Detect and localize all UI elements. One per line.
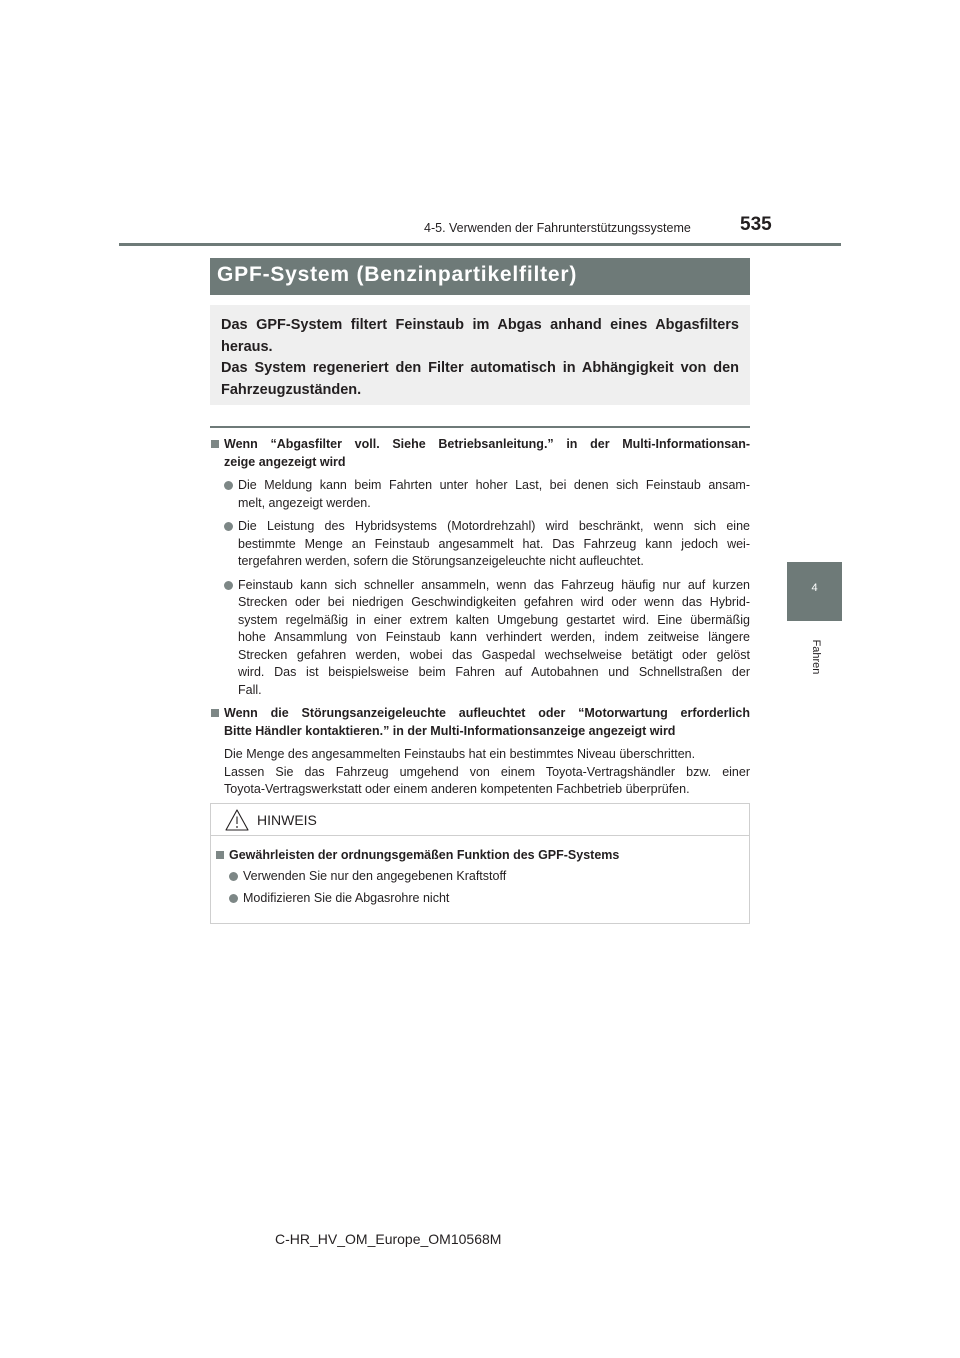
bullet-line: melt, angezeigt werden. bbox=[238, 495, 371, 510]
section-title: GPF-System (Benzinpartikelfilter) bbox=[217, 263, 578, 286]
chapter-side-label: Fahren bbox=[810, 639, 822, 675]
bullet-line: Feinstaub kann sich schneller ansammeln, wenn das Fahrzeug häufig nur auf kurzen bbox=[238, 577, 750, 592]
bullet-line: Strecken oder bei niedrigen Geschwindigkeiten gefahren wird oder wenn das Hybrid- bbox=[238, 595, 750, 609]
paragraph-line: Die Menge des angesammelten Feinstaubs hat ein bestimmtes Niveau überschritten. bbox=[224, 747, 696, 761]
chapter-number: 4 bbox=[811, 582, 818, 594]
square-bullet-icon bbox=[211, 709, 219, 717]
notice-heading bbox=[211, 847, 749, 864]
bullet-item bbox=[210, 518, 750, 571]
notice-bullet bbox=[211, 868, 749, 885]
notice-header bbox=[211, 804, 749, 836]
intro-line: Das System regeneriert den Filter automatisch in Abhängigkeit von den bbox=[221, 360, 739, 376]
round-bullet-icon bbox=[229, 872, 238, 881]
intro-line: Das GPF-System filtert Feinstaub im Abgas anhand eines Abgasfilters bbox=[221, 317, 739, 333]
heading-line: Bitte Händler kontaktieren.” in der Multi-Informationsanzeige angezeigt wird bbox=[224, 723, 676, 738]
intro-line: Fahrzeugzuständen. bbox=[221, 381, 362, 398]
bullet-line: bestimmte Menge an Feinstaub angesammelt hat. Das Fahrzeug kann jedoch wei- bbox=[238, 536, 750, 551]
paragraph-line: Lassen Sie das Fahrzeug umgehend von einem Toyota-Vertragshändler bzw. einer bbox=[224, 764, 750, 779]
bullet-line: Strecken gefahren werden, wobei das Gaspedal wechselweise betätigt oder gelöst bbox=[238, 647, 750, 662]
paragraph-line: Toyota-Vertragswerkstatt oder einem anderen kompetenten Fachbetrieb überprüfen. bbox=[224, 782, 690, 796]
round-bullet-icon bbox=[229, 894, 238, 903]
heading-line: zeige angezeigt wird bbox=[224, 454, 346, 469]
intro-box bbox=[210, 305, 750, 405]
section-heading-malfunction-light bbox=[210, 705, 750, 740]
bullet-line: Fall. bbox=[238, 682, 262, 697]
section-rule bbox=[210, 426, 750, 428]
notice-bullet-text: Verwenden Sie nur den angegebenen Kraftstoff bbox=[243, 869, 507, 883]
notice-title: HINWEIS bbox=[257, 812, 317, 828]
page-number: 535 bbox=[740, 214, 772, 235]
footer-document-id: C-HR_HV_OM_Europe_OM10568M bbox=[275, 1231, 502, 1247]
bullet-line: hohe Ansammlung von Feinstaub kann verhindert werden, indem zeitweise längere bbox=[238, 630, 750, 644]
bullet-line: Die Meldung kann beim Fahrten unter hoher Last, bei denen sich Feinstaub ansam- bbox=[238, 478, 750, 492]
square-bullet-icon bbox=[216, 851, 224, 859]
bullet-item bbox=[210, 477, 750, 512]
section-heading-filter-full bbox=[210, 436, 750, 471]
round-bullet-icon bbox=[224, 522, 233, 531]
chapter-side-tab bbox=[787, 562, 842, 621]
bullet-line: Die Leistung des Hybridsystems (Motordrehzahl) wird beschränkt, wenn sich eine bbox=[238, 519, 750, 533]
heading-line: Wenn “Abgasfilter voll. Siehe Betriebsanleitung.” in der Multi-Informationsan- bbox=[224, 437, 750, 451]
section-paragraph bbox=[210, 746, 750, 799]
bullet-line: tergefahren werden, sofern die Störungsanzeigeleuchte nicht aufleuchtet. bbox=[238, 554, 644, 568]
bullet-line: system regelmäßig in einer extrem kalten Umgebung gestartet wird. Eine übermäßig bbox=[238, 612, 750, 627]
square-bullet-icon bbox=[211, 440, 219, 448]
section-title-bar bbox=[210, 258, 750, 295]
header-section-title: 4-5. Verwenden der Fahrunterstützungssysteme bbox=[424, 221, 691, 235]
bullet-line: wird. Das ist beispielsweise beim Fahren auf Autobahnen und Schnellstraßen der bbox=[238, 665, 750, 679]
warning-triangle-icon bbox=[225, 809, 249, 831]
heading-line: Wenn die Störungsanzeigeleuchte aufleuchtet oder “Motorwartung erforderlich bbox=[224, 706, 750, 720]
notice-heading-text: Gewährleisten der ordnungsgemäßen Funktion des GPF-Systems bbox=[229, 848, 620, 862]
notice-box bbox=[210, 803, 750, 924]
round-bullet-icon bbox=[224, 581, 233, 590]
notice-body bbox=[211, 847, 749, 912]
header-rule bbox=[119, 243, 841, 246]
bullet-item bbox=[210, 577, 750, 700]
main-content bbox=[210, 436, 750, 799]
round-bullet-icon bbox=[224, 481, 233, 490]
notice-bullet bbox=[211, 890, 749, 907]
intro-line: heraus. bbox=[221, 338, 273, 355]
notice-bullet-text: Modifizieren Sie die Abgasrohre nicht bbox=[243, 891, 450, 905]
